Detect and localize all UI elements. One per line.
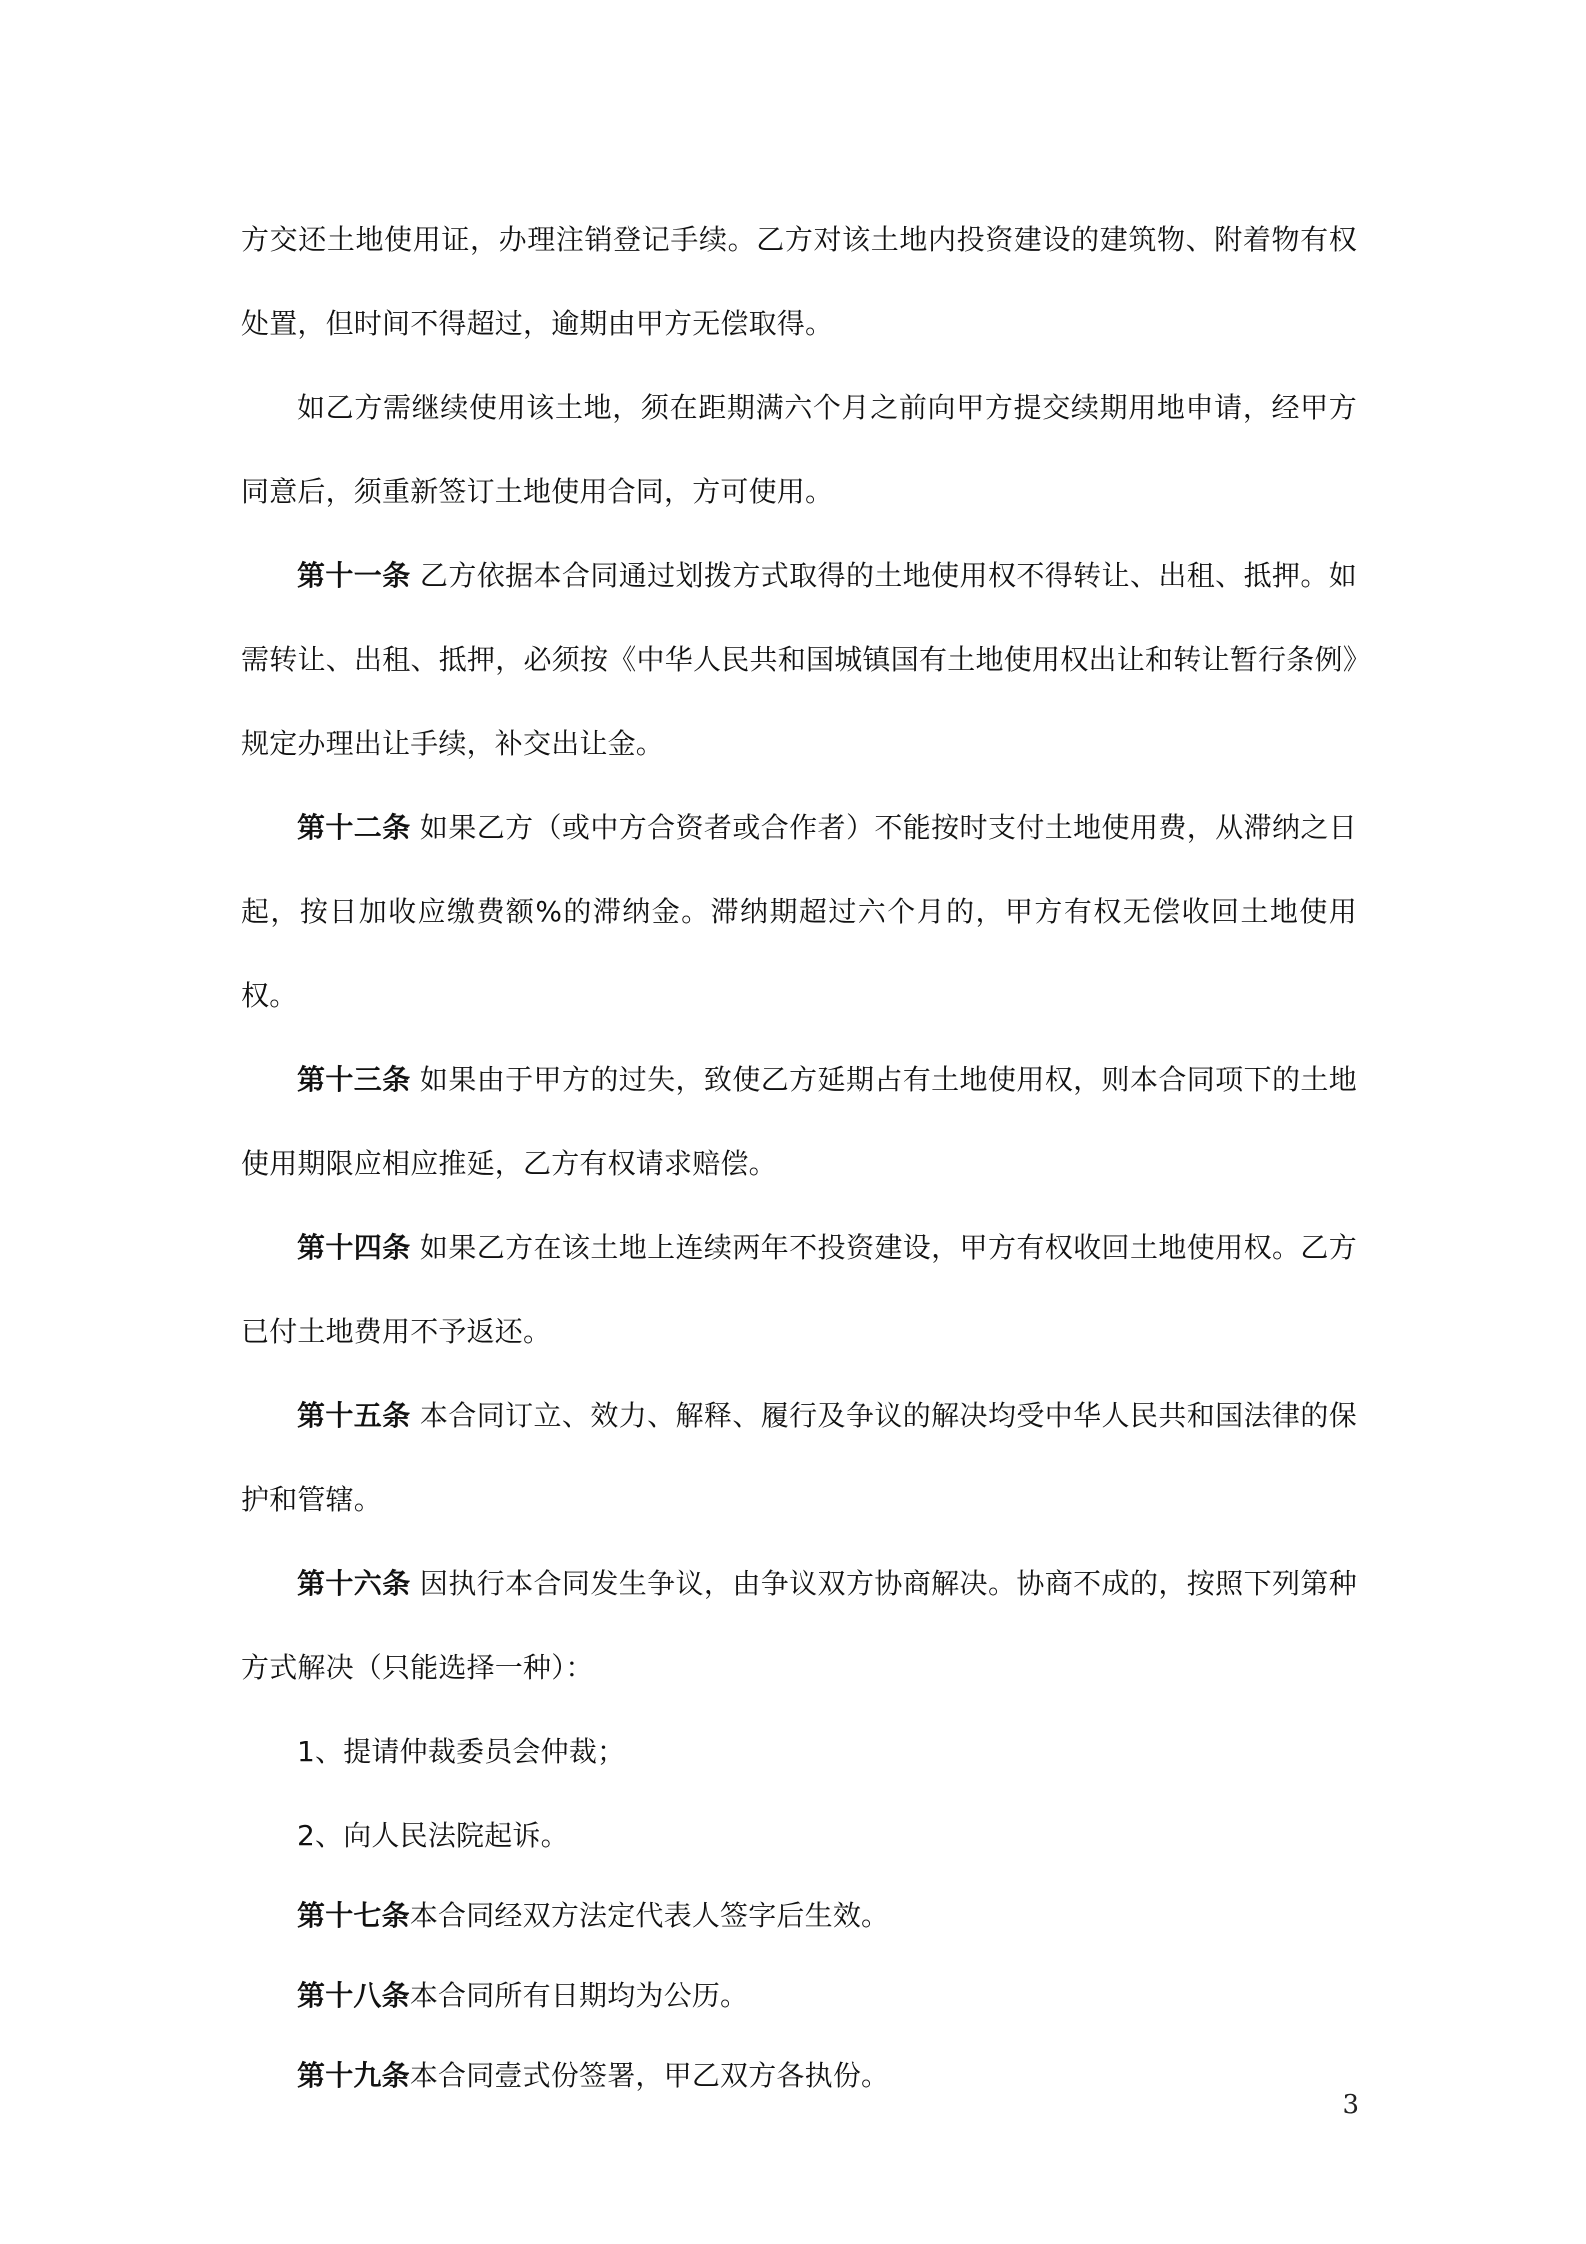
article-text: 乙方依据本合同通过划拨方式取得的土地使用权不得转让、出租、抵押。如需转让、出租、抵押，必须按《中华人民共和国城镇国有土地使用权出让和转让暂行条例》规定办理出让手续，补交出让金。 xyxy=(241,559,1357,760)
page-number: 3 xyxy=(1342,2090,1359,2120)
paragraph-continuation xyxy=(241,198,1357,366)
article-13 xyxy=(241,1038,1357,1206)
paragraph-text: 如乙方需继续使用该土地，须在距期满六个月之前向甲方提交续期用地申请，经甲方同意后，须重新签订土地使用合同，方可使用。 xyxy=(241,391,1357,508)
article-heading: 第十六条 xyxy=(297,1567,411,1600)
article-heading: 第十七条 xyxy=(297,1899,410,1932)
paragraph-renewal xyxy=(241,366,1357,534)
article-15 xyxy=(241,1374,1357,1542)
list-item-court xyxy=(241,1794,1357,1878)
article-heading: 第十九条 xyxy=(297,2059,410,2092)
article-text: 本合同所有日期均为公历。 xyxy=(409,1979,749,2012)
list-item-arbitration xyxy=(241,1710,1357,1794)
article-heading: 第十四条 xyxy=(297,1231,411,1264)
article-text: 如果由于甲方的过失，致使乙方延期占有土地使用权，则本合同项下的土地使用期限应相应推延，乙方有权请求赔偿。 xyxy=(241,1063,1357,1180)
article-heading: 第十五条 xyxy=(297,1399,411,1432)
article-text: 本合同壹式份签署，甲乙双方各执份。 xyxy=(409,2059,890,2092)
article-text: 如果乙方（或中方合资者或合作者）不能按时支付土地使用费，从滞纳之日起，按日加收应缴费额%的滞纳金。滞纳期超过六个月的，甲方有权无偿收回土地使用权。 xyxy=(241,811,1357,1012)
article-text: 因执行本合同发生争议，由争议双方协商解决。协商不成的，按照下列第种方式解决（只能选择一种）： xyxy=(241,1567,1357,1684)
article-12 xyxy=(241,786,1357,1038)
document-body xyxy=(241,198,1357,2118)
article-16 xyxy=(241,1542,1357,1710)
article-heading: 第十八条 xyxy=(297,1979,410,2012)
article-text: 本合同订立、效力、解释、履行及争议的解决均受中华人民共和国法律的保护和管辖。 xyxy=(241,1399,1357,1516)
article-18 xyxy=(241,1954,1357,2038)
list-item-text: 2、向人民法院起诉。 xyxy=(297,1819,569,1852)
article-19 xyxy=(241,2034,1357,2118)
article-14 xyxy=(241,1206,1357,1374)
article-text: 如果乙方在该土地上连续两年不投资建设，甲方有权收回土地使用权。乙方已付土地费用不予返还。 xyxy=(241,1231,1357,1348)
article-text: 本合同经双方法定代表人签字后生效。 xyxy=(409,1899,890,1932)
list-item-text: 1、提请仲裁委员会仲裁； xyxy=(297,1735,626,1768)
paragraph-text: 方交还土地使用证，办理注销登记手续。乙方对该土地内投资建设的建筑物、附着物有权处置，但时间不得超过，逾期由甲方无偿取得。 xyxy=(241,223,1357,340)
article-heading: 第十二条 xyxy=(297,811,411,844)
article-11 xyxy=(241,534,1357,786)
article-17 xyxy=(241,1874,1357,1958)
article-heading: 第十三条 xyxy=(297,1063,411,1096)
article-heading: 第十一条 xyxy=(297,559,411,592)
